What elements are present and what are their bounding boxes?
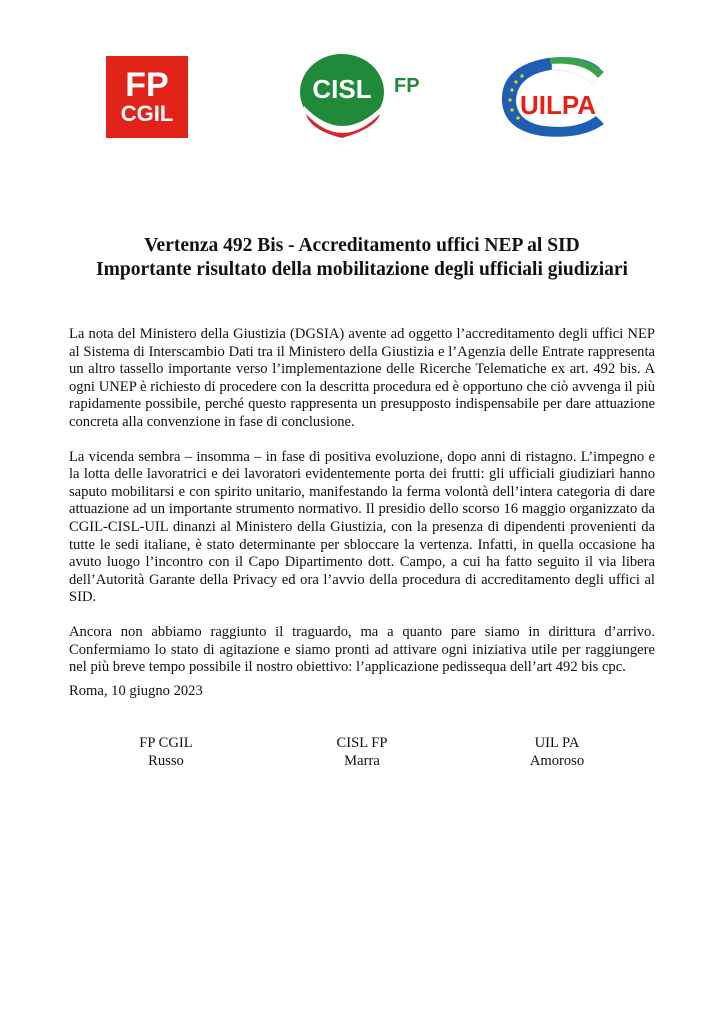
signature-name: Marra	[344, 752, 380, 769]
title-line-2: Importante risultato della mobilitazione degli ufficiali giudiziari	[96, 259, 628, 280]
signature-name: Russo	[148, 752, 184, 769]
paragraph: La vicenda sembra – insomma – in fase di positiva evoluzione, dopo anni di ristagno. L’impegno e la lotta delle lavoratrici e dei lavoratori evidentemente porta dei frutti: gli ufficiali giudiziari hanno saputo mobilitarsi e con spirito unitario, manifestando la ferma volontà dell’intera categoria di dare attuazione ad un importante strumento normativo. Il presidio dello scorso 16 maggio organizzato da CGIL-CISL-UIL dinanzi al Ministero della Giustizia, con la presenza di dipendenti provenienti da tutte le sedi italiane, è stato determinante per sbloccare la vertenza. Infatti, in quella occasione ha avuto luogo l’incontro con il Capo Dipartimento dott. Campo, a cui ha fatto seguito il via libera dell’Autorità Garante della Privacy ed ora l’avvio della procedura di accreditamento degli uffici al SID.	[69, 448, 655, 606]
logo-row	[0, 48, 724, 148]
signature-org: CISL FP	[336, 735, 388, 751]
fp-cgil-logo: FP CGIL	[106, 56, 188, 138]
signature-org: UIL PA	[534, 735, 580, 751]
title-line-1: Vertenza 492 Bis - Accreditamento uffici NEP al SID	[144, 235, 580, 256]
document-title	[60, 234, 664, 282]
signature-name: Amoroso	[529, 752, 585, 769]
document-body	[69, 326, 655, 694]
signature-org: FP CGIL	[139, 735, 193, 751]
signature-uil-pa	[497, 735, 617, 770]
paragraph: La nota del Ministero della Giustizia (DGSIA) avente ad oggetto l’accreditamento degli uffici NEP al Sistema di Interscambio Dati tra il Ministero della Giustizia e l’Agenzia delle Entrate rappresenta un altro tassello importante verso l’implementazione delle Ricerche Telematiche ex art. 492 bis. A ogni UNEP è richiesto di procedere con la descritta procedura ed è opportuno che ciò avvenga il più rapidamente possibile, perché questo rappresenta un presupposto indispensabile per dare attuazione concreta alla convenzione in fase di conclusione.	[69, 326, 655, 430]
cisl-name: CISL	[312, 74, 372, 104]
uilpa-name: UILPA	[520, 90, 597, 120]
uilpa-logo	[492, 50, 624, 142]
paragraph: Ancora non abbiamo raggiunto il traguardo, ma a quanto pare siamo in dirittura d’arrivo. Confermiamo lo stato di agitazione e siamo pronti ad attivare ogni iniziativa utile per raggiungere nel più breve tempo possibile il nostro obiettivo: l’applicazione pedissequa dell’art 492 bis cpc.	[69, 623, 655, 676]
signature-cisl-fp	[302, 735, 422, 770]
document-date: Roma, 10 giugno 2023	[69, 683, 203, 699]
signature-fp-cgil	[106, 735, 226, 770]
cisl-fp-logo	[296, 48, 436, 144]
cisl-suffix: FP	[394, 75, 420, 97]
